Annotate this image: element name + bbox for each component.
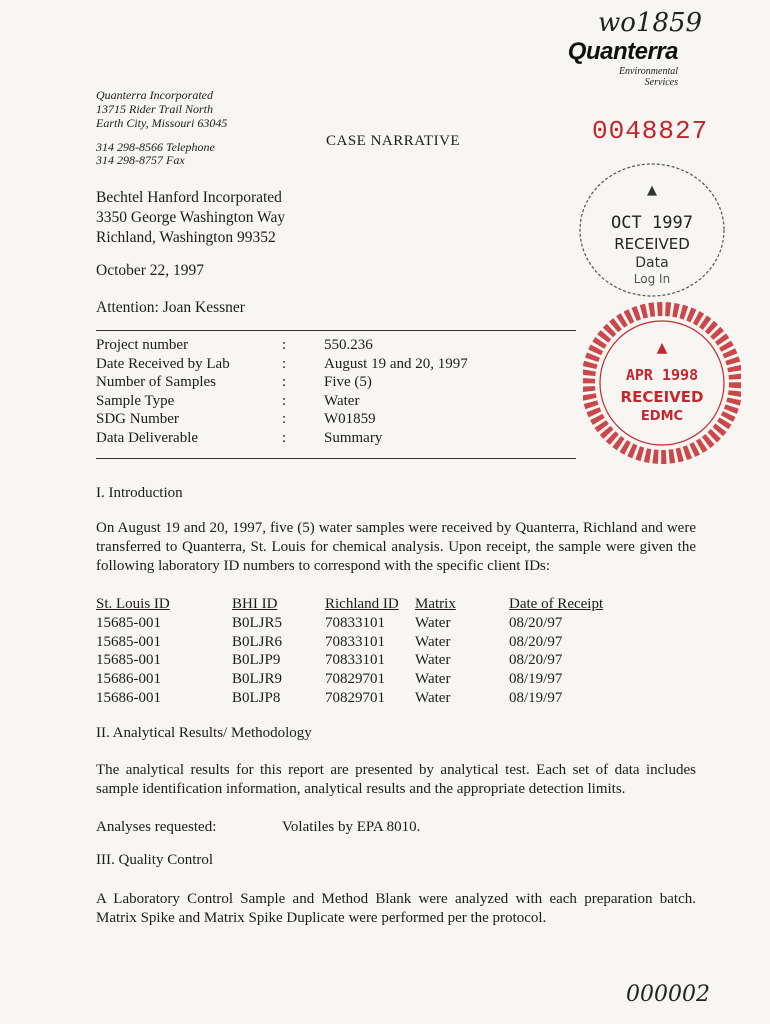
cell: 70829701 — [325, 671, 385, 688]
cell: 08/19/97 — [509, 671, 563, 688]
section-1-text: On August 19 and 20, 1997, five (5) water samples were received by Quanterra, Richland and were transferred to Quanterra, St. Louis for chemical analysis. Upon receipt, the sample were given the following laboratory ID numbers to correspond with the specific client IDs: — [96, 520, 696, 574]
project-info-row — [96, 373, 564, 392]
col-header-matrix: Matrix — [415, 596, 456, 612]
cell: 08/20/97 — [509, 633, 563, 650]
project-info-row — [96, 410, 564, 429]
project-info-table — [96, 336, 564, 448]
col-header-stlouis-id: St. Louis ID — [96, 596, 170, 612]
info-sep: : — [282, 337, 287, 353]
sender-company: Quanterra Incorporated — [96, 88, 213, 102]
stamp2-line3: EDMC — [640, 409, 684, 424]
cell: 70829701 — [325, 689, 385, 706]
cell: Water — [415, 652, 451, 669]
cell: B0LJP8 — [232, 689, 281, 706]
svg-text:▲: ▲ — [656, 340, 668, 356]
cell: 70833101 — [325, 614, 385, 631]
cell: B0LJR5 — [232, 614, 283, 631]
table-header-row — [96, 595, 619, 614]
cell: B0LJR6 — [232, 633, 283, 650]
recipient-line1: Bechtel Hanford Incorporated — [96, 189, 282, 206]
recipient-address — [96, 188, 285, 248]
received-stamp-data-log — [572, 160, 730, 300]
table-row — [96, 614, 619, 633]
cell: Water — [415, 633, 451, 650]
info-sep: : — [282, 374, 287, 391]
analyses-value: Volatiles by EPA 8010. — [282, 819, 421, 835]
info-label: Date Received by Lab — [96, 355, 230, 372]
cell: 70833101 — [325, 633, 385, 650]
col-header-bhi-id: BHI ID — [232, 596, 278, 612]
section-2-heading: II. Analytical Results/ Methodology — [96, 725, 312, 741]
cell: 15685-001 — [96, 614, 161, 631]
cell: 08/20/97 — [509, 614, 563, 631]
info-value: Water — [324, 392, 360, 409]
col-header-date-receipt: Date of Receipt — [509, 596, 604, 612]
info-value: W01859 — [324, 411, 376, 428]
section-3-heading: III. Quality Control — [96, 852, 214, 868]
cell: 70833101 — [325, 652, 385, 669]
cell: 15685-001 — [96, 652, 161, 669]
cell: Water — [415, 671, 451, 688]
project-info-row — [96, 355, 564, 374]
attention-line: Attention: Joan Kessner — [96, 299, 245, 316]
cell: B0LJR9 — [232, 671, 283, 688]
recipient-line3: Richland, Washington 99352 — [96, 229, 276, 246]
info-label: SDG Number — [96, 411, 179, 428]
project-info-row — [96, 392, 564, 411]
svg-text:▲: ▲ — [647, 183, 657, 198]
sample-id-table — [96, 595, 619, 708]
stamp1-line3: Data — [635, 255, 669, 271]
table-row — [96, 670, 619, 689]
sender-address-line1: 13715 Rider Trail North — [96, 102, 214, 116]
info-label: Data Deliverable — [96, 429, 199, 446]
info-value: Summary — [324, 429, 383, 446]
letter-date: October 22, 1997 — [96, 262, 205, 279]
cell: Water — [415, 614, 451, 631]
divider-top — [96, 330, 576, 331]
info-label: Sample Type — [96, 392, 175, 409]
handwritten-document-id: wo1859 — [598, 8, 703, 38]
section-2-text: The analytical results for this report are presented by analytical test. Each set of data includes sample identification information, analytical results and the appropriate detection limits. — [96, 762, 696, 797]
sender-address-line2: Earth City, Missouri 63045 — [96, 116, 228, 130]
cell: 15686-001 — [96, 671, 161, 688]
cell: B0LJP9 — [232, 652, 281, 669]
cell: 08/20/97 — [509, 652, 563, 669]
section-1-heading: I. Introduction — [96, 485, 183, 501]
info-value: Five (5) — [324, 374, 372, 391]
info-sep: : — [282, 411, 287, 428]
analyses-label: Analyses requested: — [96, 819, 217, 835]
project-info-row — [96, 429, 564, 448]
stamp2-status: RECEIVED — [620, 388, 704, 406]
table-row — [96, 651, 619, 670]
stamp1-line4: Log In — [633, 272, 671, 286]
info-sep: : — [282, 355, 287, 372]
project-info-row — [96, 336, 564, 355]
received-stamp-edmc — [583, 302, 741, 464]
logo-wordmark: Quanterra — [567, 38, 678, 65]
stamp2-date: APR 1998 — [625, 366, 699, 384]
company-logo — [548, 38, 678, 88]
cell: Water — [415, 689, 451, 706]
logo-subtitle-1: Environmental — [618, 66, 678, 77]
table-row — [96, 633, 619, 652]
logo-subtitle-2: Services — [644, 77, 678, 88]
section-3-text: A Laboratory Control Sample and Method Blank were analyzed with each preparation batch. Matrix Spike and Matrix Spike Duplicate were performed per the protocol. — [96, 891, 696, 926]
stamp1-status: RECEIVED — [614, 235, 690, 253]
sender-address — [96, 88, 227, 130]
info-label: Project number — [96, 337, 189, 353]
document-number: 0048827 — [592, 116, 709, 146]
stamp1-date: OCT 1997 — [611, 213, 693, 233]
info-value: 550.236 — [324, 337, 373, 353]
sender-fax: 314 298-8757 Fax — [96, 153, 185, 167]
info-label: Number of Samples — [96, 374, 216, 391]
info-value: August 19 and 20, 1997 — [324, 355, 468, 372]
col-header-richland-id: Richland ID — [325, 596, 399, 612]
table-row — [96, 689, 619, 708]
recipient-line2: 3350 George Washington Way — [96, 209, 286, 226]
handwritten-page-number: 000002 — [626, 982, 710, 1007]
cell: 15686-001 — [96, 689, 161, 706]
cell: 08/19/97 — [509, 689, 563, 706]
info-sep: : — [282, 429, 287, 446]
divider-bottom — [96, 458, 576, 459]
document-title: CASE NARRATIVE — [326, 133, 461, 149]
sender-contact — [96, 141, 215, 167]
sender-phone: 314 298-8566 Telephone — [96, 140, 215, 154]
cell: 15685-001 — [96, 633, 161, 650]
info-sep: : — [282, 392, 287, 409]
